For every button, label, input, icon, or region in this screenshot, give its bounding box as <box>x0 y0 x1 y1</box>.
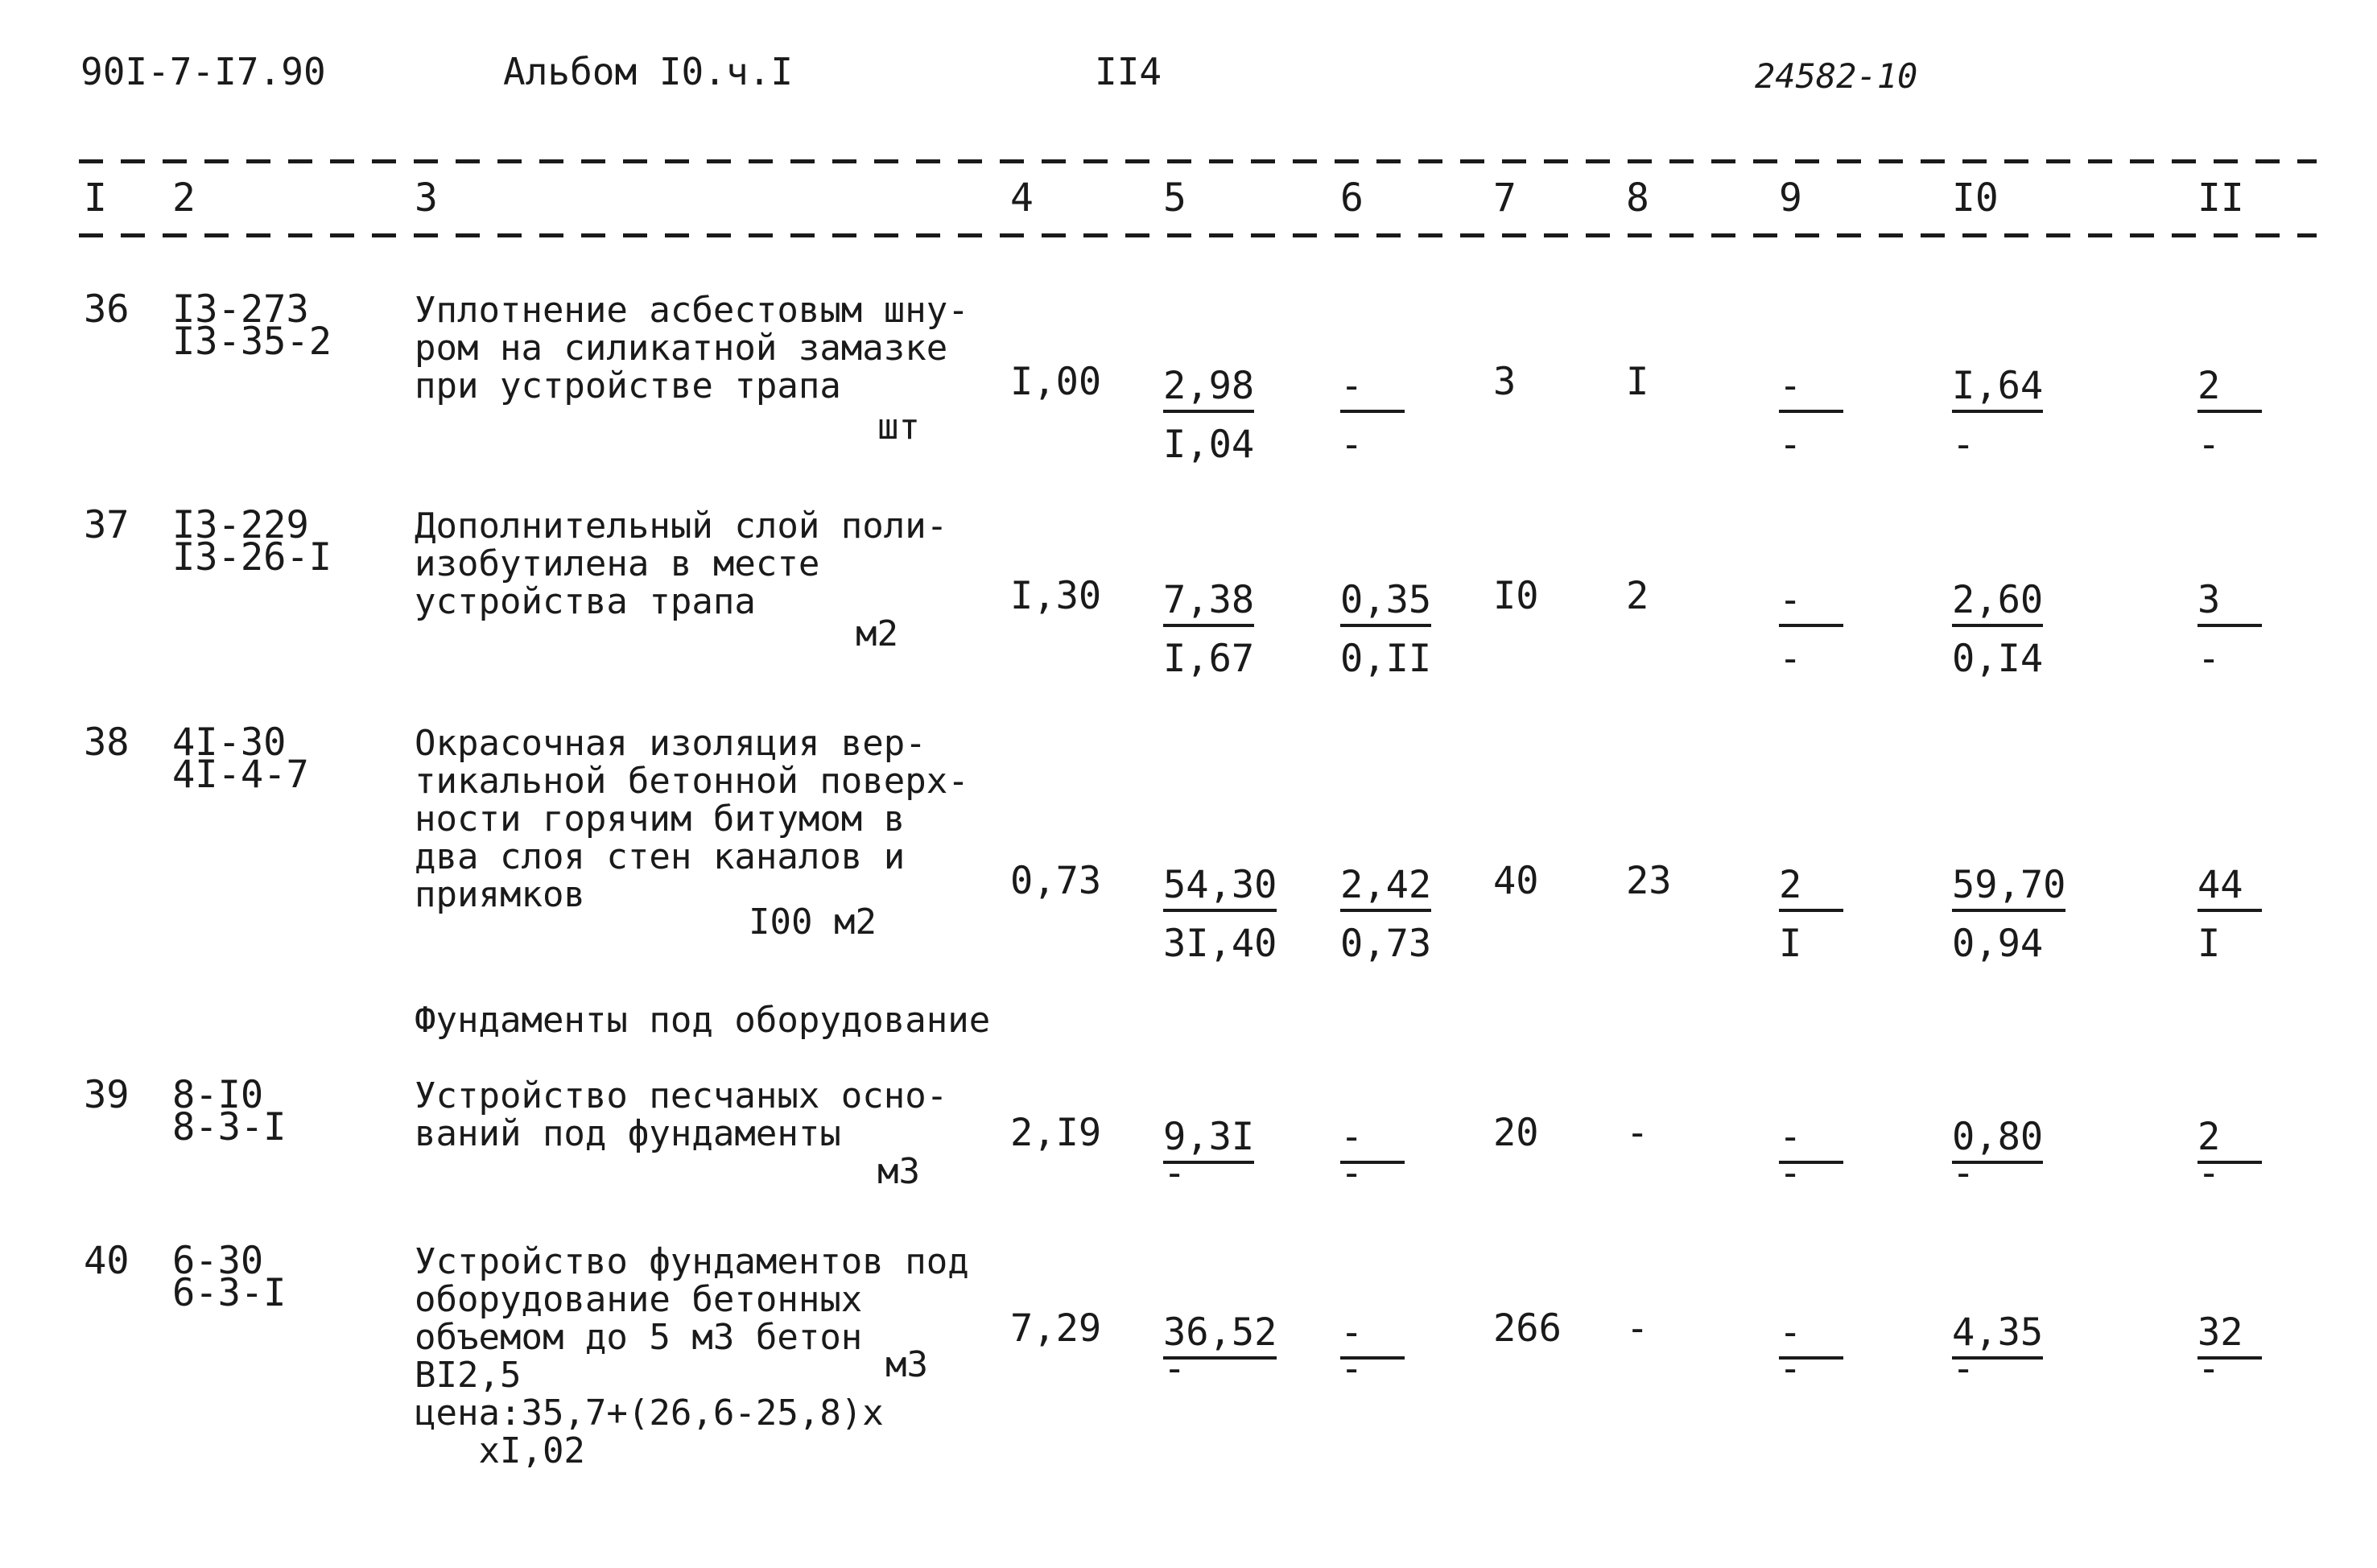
unit-of-measure: м2 <box>856 613 898 654</box>
work-description-line: два слоя стен каналов и <box>415 836 906 877</box>
rate-code: 8-3-I <box>172 1105 287 1149</box>
rate-code: I3-229 <box>172 503 309 547</box>
fraction-bottom: 0,II <box>1340 637 1432 681</box>
fraction-cell <box>1952 1115 2044 1195</box>
quantity: I,00 <box>1010 360 1102 404</box>
quantity: 0,73 <box>1010 859 1102 903</box>
fraction-cell <box>1779 1310 1843 1391</box>
fraction-top: 2 <box>2197 1115 2262 1164</box>
value-cell: 2 <box>1626 574 1649 618</box>
archive-stamp: 24582-10 <box>1755 56 1918 96</box>
rate-code: 8-I0 <box>172 1073 264 1117</box>
fraction-cell <box>1952 863 2065 966</box>
quantity: 7,29 <box>1010 1306 1102 1351</box>
work-description-line: тикальной бетонной поверх- <box>415 761 969 802</box>
fraction-bottom: - <box>2197 423 2221 467</box>
fraction-top: 2,98 <box>1163 364 1254 413</box>
fraction-cell <box>1340 1115 1405 1195</box>
fraction-top: 9,3I <box>1163 1115 1254 1164</box>
fraction-bottom: 0,94 <box>1952 922 2044 966</box>
work-description-line: Устройство песчаных осно- <box>415 1075 948 1116</box>
work-description-line: ности горячим битумом в <box>415 798 906 840</box>
row-number: 40 <box>84 1239 130 1283</box>
header-rule-bottom <box>79 233 2317 237</box>
rate-code: 4I-30 <box>172 720 287 765</box>
column-header: 5 <box>1163 175 1186 221</box>
fraction-cell <box>2197 364 2262 467</box>
fraction-top: 7,38 <box>1163 578 1254 627</box>
fraction-top: - <box>1779 1310 1843 1360</box>
fraction-top: 54,30 <box>1163 863 1277 912</box>
fraction-cell <box>1340 1310 1405 1391</box>
column-header: 7 <box>1493 175 1517 221</box>
value-cell: I0 <box>1493 574 1539 618</box>
value-cell: 20 <box>1493 1111 1539 1155</box>
column-header: 8 <box>1626 175 1649 221</box>
column-header: I0 <box>1952 175 1999 221</box>
quantity: I,30 <box>1010 574 1102 618</box>
rate-code: I3-273 <box>172 287 309 332</box>
fraction-cell <box>1779 1115 1843 1195</box>
fraction-top: 2,60 <box>1952 578 2043 627</box>
rate-code: I3-26-I <box>172 535 332 580</box>
album-label: Альбом I0.ч.I <box>503 50 794 93</box>
work-description-line: ром на силикатной замазке <box>415 328 948 369</box>
fraction-bottom: I,04 <box>1163 423 1255 467</box>
work-description-line: приямков <box>415 874 585 915</box>
fraction-top: - <box>1340 1310 1405 1360</box>
column-header: I <box>84 175 107 221</box>
fraction-cell <box>1340 578 1431 681</box>
fraction-cell <box>1779 364 1843 467</box>
fraction-cell <box>1340 364 1405 467</box>
work-description-line: BI2,5 <box>415 1355 522 1396</box>
work-description-line: Уплотнение асбестовым шну- <box>415 290 969 331</box>
fraction-top: 3 <box>2197 578 2262 627</box>
unit-of-measure: м3 <box>885 1344 928 1385</box>
fraction-top: I,64 <box>1952 364 2043 413</box>
row-number: 36 <box>84 287 130 332</box>
column-header: 9 <box>1779 175 1802 221</box>
work-description-line: устройства трапа <box>415 581 756 622</box>
fraction-bottom: - <box>1163 1151 1186 1195</box>
rate-code: 6-3-I <box>172 1271 287 1315</box>
fraction-bottom: - <box>1340 1347 1364 1391</box>
fraction-bottom: - <box>2197 1151 2221 1195</box>
work-description-line: Устройство фундаментов под <box>415 1241 969 1282</box>
column-header: 6 <box>1340 175 1364 221</box>
fraction-bottom: - <box>2197 1347 2221 1391</box>
value-cell: 3 <box>1493 360 1517 404</box>
fraction-cell <box>1340 863 1431 966</box>
rate-code: I3-35-2 <box>172 320 332 364</box>
unit-of-measure: м3 <box>877 1151 920 1192</box>
fraction-top: - <box>1779 1115 1843 1164</box>
unit-of-measure: шт <box>877 406 920 448</box>
fraction-cell <box>1952 1310 2044 1391</box>
fraction-top: 59,70 <box>1952 863 2065 912</box>
fraction-cell <box>1952 578 2043 681</box>
fraction-cell <box>1163 863 1277 966</box>
value-cell: 266 <box>1493 1306 1562 1351</box>
fraction-cell <box>2197 1115 2262 1195</box>
fraction-bottom: I <box>1779 922 1802 966</box>
fraction-cell <box>1779 578 1843 681</box>
column-header: 4 <box>1010 175 1034 221</box>
fraction-bottom: I,67 <box>1163 637 1255 681</box>
fraction-bottom: - <box>1952 1347 1975 1391</box>
work-description-line: изобутилена в месте <box>415 543 820 584</box>
fraction-top: 44 <box>2197 863 2262 912</box>
value-cell: 23 <box>1626 859 1672 903</box>
work-description-line: ваний под фундаменты <box>415 1113 841 1154</box>
fraction-top: 0,35 <box>1340 578 1431 627</box>
section-title: Фундаменты под оборудование <box>415 1000 991 1041</box>
value-cell: - <box>1626 1306 1649 1351</box>
column-header: 3 <box>415 175 438 221</box>
fraction-top: - <box>1779 578 1843 627</box>
fraction-bottom: - <box>1340 423 1364 467</box>
work-description-line: xI,02 <box>415 1430 585 1471</box>
work-description-line: при устройстве трапа <box>415 365 841 406</box>
fraction-bottom: - <box>2197 637 2221 681</box>
fraction-cell <box>1779 863 1843 966</box>
rate-code: 6-30 <box>172 1239 264 1283</box>
fraction-cell <box>1952 364 2043 467</box>
fraction-bottom: - <box>1779 637 1802 681</box>
fraction-cell <box>1163 578 1254 681</box>
fraction-bottom: - <box>1779 423 1802 467</box>
work-description-line: Окрасочная изоляция вер- <box>415 723 926 764</box>
fraction-top: 2 <box>2197 364 2262 413</box>
work-description-line: цена:35,7+(26,6-25,8)x <box>415 1393 884 1434</box>
fraction-bottom: - <box>1779 1151 1802 1195</box>
fraction-cell <box>1163 1115 1255 1195</box>
value-cell: I <box>1626 360 1649 404</box>
header-rule-top <box>79 159 2317 163</box>
fraction-bottom: - <box>1340 1151 1364 1195</box>
fraction-top: 32 <box>2197 1310 2262 1360</box>
work-description-line: объемом до 5 м3 бетон <box>415 1317 863 1358</box>
fraction-cell <box>2197 578 2262 681</box>
quantity: 2,I9 <box>1010 1111 1102 1155</box>
fraction-top: 4,35 <box>1952 1310 2043 1360</box>
work-description-line: Дополнительный слой поли- <box>415 505 948 547</box>
fraction-top: 2 <box>1779 863 1843 912</box>
value-cell: - <box>1626 1111 1649 1155</box>
column-header: 2 <box>172 175 196 221</box>
unit-of-measure: I00 м2 <box>749 902 877 943</box>
fraction-bottom: I <box>2197 922 2221 966</box>
fraction-bottom: 0,73 <box>1340 922 1432 966</box>
rate-code: 4I-4-7 <box>172 753 309 797</box>
fraction-top: 2,42 <box>1340 863 1431 912</box>
fraction-cell <box>2197 863 2262 966</box>
fraction-top: - <box>1779 364 1843 413</box>
fraction-bottom: - <box>1952 423 1975 467</box>
value-cell: 40 <box>1493 859 1539 903</box>
fraction-cell <box>1163 1310 1277 1391</box>
fraction-top: 0,80 <box>1952 1115 2043 1164</box>
page-number: II4 <box>1095 50 1162 93</box>
fraction-bottom: - <box>1163 1347 1186 1391</box>
row-number: 39 <box>84 1073 130 1117</box>
fraction-top: 36,52 <box>1163 1310 1277 1360</box>
fraction-bottom: 3I,40 <box>1163 922 1277 966</box>
fraction-bottom: - <box>1952 1151 1975 1195</box>
row-number: 38 <box>84 720 130 765</box>
work-description-line: оборудование бетонных <box>415 1279 863 1320</box>
fraction-cell <box>2197 1310 2262 1391</box>
fraction-cell <box>1163 364 1254 467</box>
fraction-bottom: 0,I4 <box>1952 637 2044 681</box>
row-number: 37 <box>84 503 130 547</box>
fraction-top: - <box>1340 1115 1405 1164</box>
fraction-bottom: - <box>1779 1347 1802 1391</box>
column-header: II <box>2197 175 2244 221</box>
document-code: 90I-7-I7.90 <box>80 50 326 93</box>
fraction-top: - <box>1340 364 1405 413</box>
